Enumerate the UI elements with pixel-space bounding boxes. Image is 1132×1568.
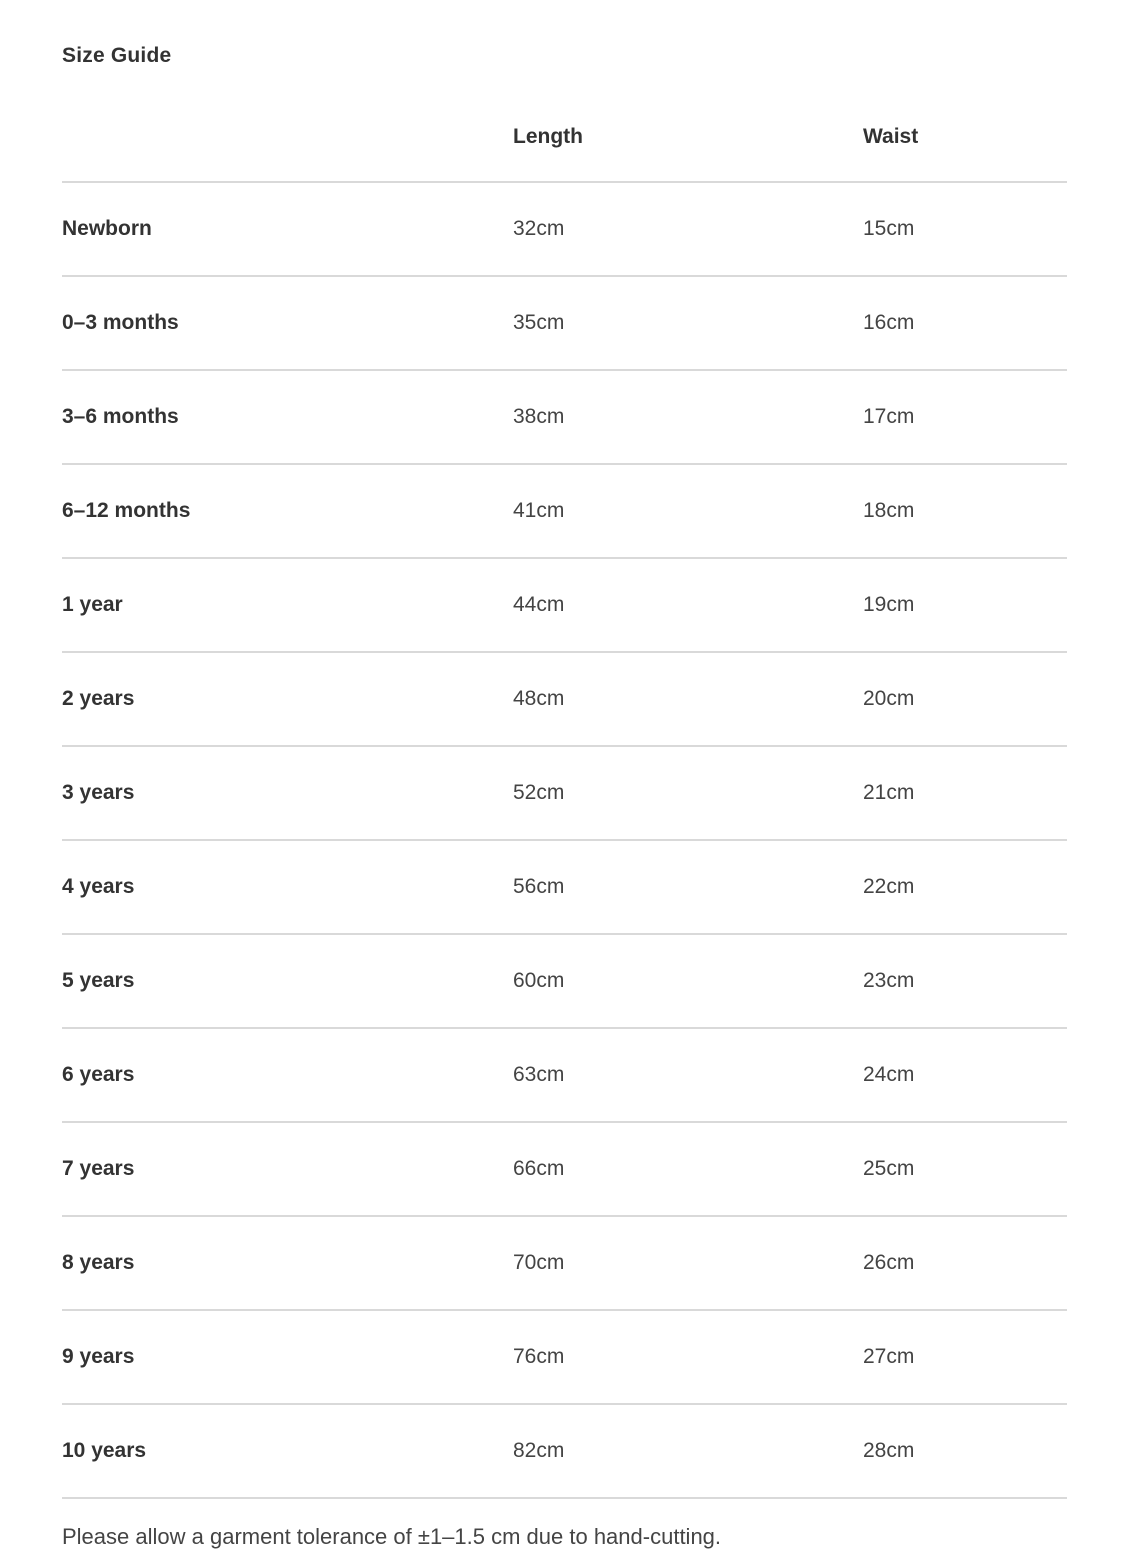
table-row	[62, 1123, 1067, 1217]
waist-value: 23cm	[863, 969, 915, 992]
table-row	[62, 1311, 1067, 1405]
length-value: 35cm	[513, 311, 565, 334]
size-label: Newborn	[62, 217, 152, 240]
length-value: 70cm	[513, 1251, 565, 1274]
table-row	[62, 559, 1067, 653]
length-value: 66cm	[513, 1157, 565, 1180]
size-label: 7 years	[62, 1157, 135, 1180]
size-label: 0–3 months	[62, 311, 179, 334]
length-value: 52cm	[513, 781, 565, 804]
length-value: 32cm	[513, 217, 565, 240]
size-label: 9 years	[62, 1345, 135, 1368]
table-row	[62, 653, 1067, 747]
waist-value: 16cm	[863, 311, 915, 334]
size-label: 3 years	[62, 781, 135, 804]
waist-value: 27cm	[863, 1345, 915, 1368]
table-row	[62, 1405, 1067, 1499]
waist-value: 26cm	[863, 1251, 915, 1274]
table-row	[62, 841, 1067, 935]
waist-value: 19cm	[863, 593, 915, 616]
size-label: 6 years	[62, 1063, 135, 1086]
table-row	[62, 277, 1067, 371]
header-length: Length	[513, 125, 583, 148]
table-row	[62, 183, 1067, 277]
table-header-row	[62, 88, 1067, 183]
length-value: 63cm	[513, 1063, 565, 1086]
length-value: 76cm	[513, 1345, 565, 1368]
table-row	[62, 465, 1067, 559]
table-row	[62, 1029, 1067, 1123]
waist-value: 22cm	[863, 875, 915, 898]
waist-value: 20cm	[863, 687, 915, 710]
size-label: 4 years	[62, 875, 135, 898]
size-label: 6–12 months	[62, 499, 191, 522]
size-label: 3–6 months	[62, 405, 179, 428]
size-label: 5 years	[62, 969, 135, 992]
length-value: 48cm	[513, 687, 565, 710]
length-value: 82cm	[513, 1439, 565, 1462]
table-row	[62, 747, 1067, 841]
size-label: 10 years	[62, 1439, 147, 1462]
length-value: 60cm	[513, 969, 565, 992]
size-label: 2 years	[62, 687, 135, 710]
size-label: 1 year	[62, 593, 123, 616]
length-value: 56cm	[513, 875, 565, 898]
table-row	[62, 371, 1067, 465]
table-row	[62, 935, 1067, 1029]
table-body	[62, 183, 1067, 1499]
table-row	[62, 1217, 1067, 1311]
length-value: 41cm	[513, 499, 565, 522]
waist-value: 15cm	[863, 217, 915, 240]
size-label: 8 years	[62, 1251, 135, 1274]
page-title: Size Guide	[62, 44, 172, 67]
waist-value: 28cm	[863, 1439, 915, 1462]
size-table	[62, 88, 1067, 1499]
header-waist: Waist	[863, 125, 919, 148]
length-value: 38cm	[513, 405, 565, 428]
tolerance-note: Please allow a garment tolerance of ±1–1.5 cm due to hand-cutting.	[62, 1524, 722, 1549]
waist-value: 17cm	[863, 405, 915, 428]
waist-value: 18cm	[863, 499, 915, 522]
waist-value: 25cm	[863, 1157, 915, 1180]
length-value: 44cm	[513, 593, 565, 616]
waist-value: 24cm	[863, 1063, 915, 1086]
waist-value: 21cm	[863, 781, 915, 804]
